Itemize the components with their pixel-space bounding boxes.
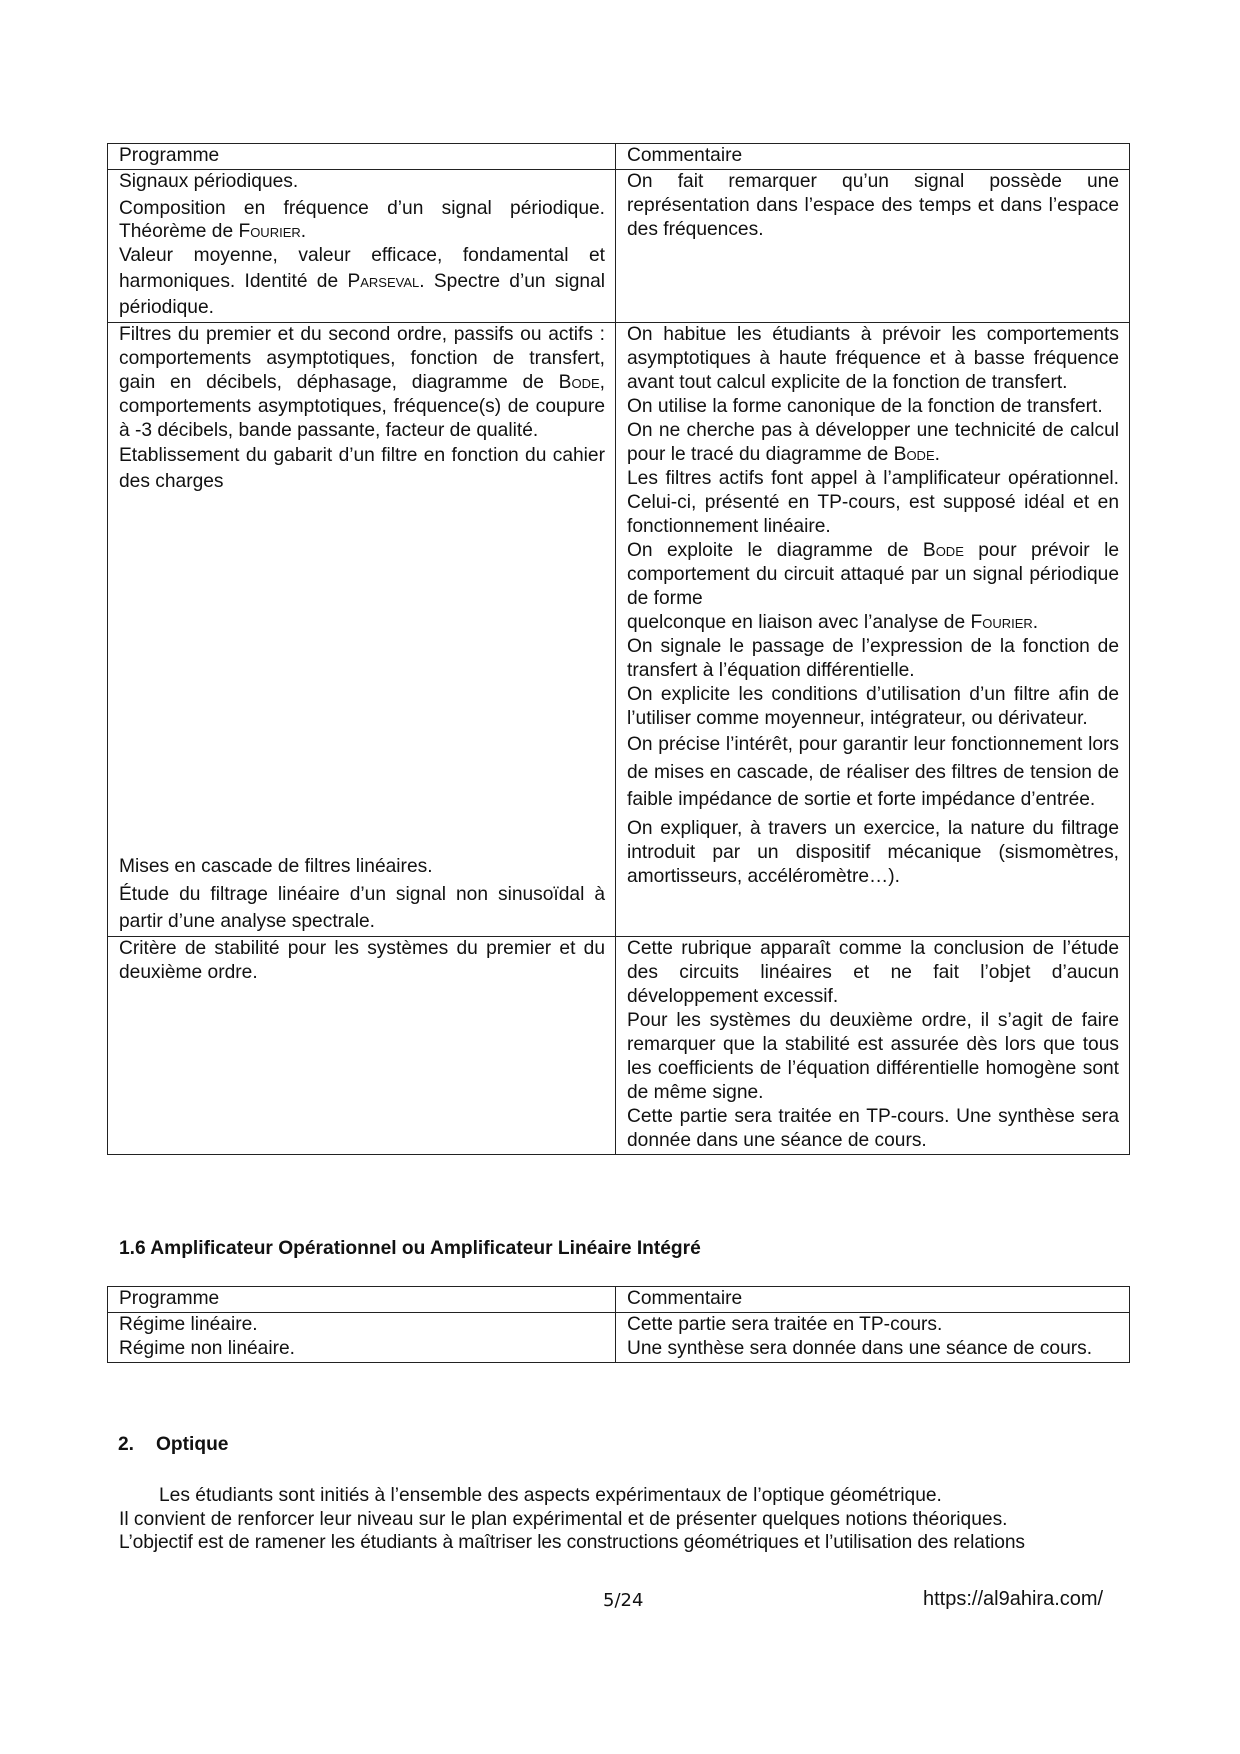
- comment-text: On utilise la forme canonique de la fonction de transfert.: [627, 396, 1103, 417]
- comment-cell: [616, 323, 1130, 937]
- paragraph: Il convient de renforcer leur niveau sur le plan expérimental et de présenter quelques notions théoriques.: [119, 1508, 1008, 1530]
- table-row: [108, 323, 1130, 937]
- program-cell: [108, 1313, 616, 1363]
- table-row: [108, 170, 1130, 323]
- program-text: Mises en cascade de filtres linéaires.: [119, 856, 433, 877]
- cell-spacer: [119, 495, 605, 853]
- comment-text: On précise l’intérêt, pour garantir leur fonctionnement lors de mises en cascade, de réaliser des filtres de tension de faible impédance de sortie et forte impédance d’entrée.: [627, 734, 1119, 810]
- comment-text: On fait remarquer qu’un signal possède une représentation dans l’espace des temps et dans l’espace des fréquences.: [627, 171, 1119, 240]
- comment-text: Cette partie sera traitée en TP-cours. Une synthèse sera donnée dans une séance de cours.: [627, 1106, 1119, 1151]
- table-header-row: [108, 144, 1130, 170]
- section-heading-optique: Optique: [156, 1434, 229, 1455]
- table-row: [108, 937, 1130, 1155]
- comment-text: Cette partie sera traitée en TP-cours.: [627, 1314, 943, 1335]
- program-text: Régime non linéaire.: [119, 1338, 295, 1359]
- page-number: 5/24: [603, 1590, 644, 1611]
- paragraph: Les étudiants sont initiés à l’ensemble des aspects expérimentaux de l’optique géométrique.: [159, 1485, 942, 1506]
- paragraph: L’objectif est de ramener les étudiants à maîtriser les constructions géométriques et l’utilisation des relations: [119, 1532, 1025, 1553]
- comment-text: On ne cherche pas à développer une technicité de calcul pour le tracé du diagramme de Bode.: [627, 420, 1119, 465]
- comment-text: On explicite les conditions d’utilisation d’un filtre afin de l’utiliser comme moyenneur, intégrateur, ou dérivateur.: [627, 684, 1119, 729]
- comment-cell: [616, 1313, 1130, 1363]
- header-program: Programme: [108, 144, 616, 170]
- program-cell: [108, 170, 616, 323]
- program-cell: [108, 937, 616, 1155]
- comment-text: On expliquer, à travers un exercice, la nature du filtrage introduit par un dispositif mécanique (sismomètres, amortisseurs, accéléromètre…).: [627, 817, 1119, 887]
- comment-text: quelconque en liaison avec l’analyse de Fourier.: [627, 612, 1039, 633]
- section-heading-1-6: 1.6 Amplificateur Opérationnel ou Amplificateur Linéaire Intégré: [119, 1238, 701, 1259]
- comment-cell: [616, 937, 1130, 1155]
- comment-text: On habitue les étudiants à prévoir les comportements asymptotiques à haute fréquence et à basse fréquence avant tout calcul explicite de la fonction de transfert.: [627, 324, 1119, 393]
- table-row: [108, 1313, 1130, 1363]
- comment-text: Cette rubrique apparaît comme la conclusion de l’étude des circuits linéaires et ne fait l’objet d’aucun développement excessif.: [627, 938, 1119, 1007]
- program-table-amplifier: [107, 1286, 1130, 1363]
- program-text: Filtres du premier et du second ordre, passifs ou actifs : comportements asymptotiques, fonction de transfert, gain en décibels, déphasage, diagramme de Bode, comportements asymptotiques, fréquence(s) de coupure à -3 décibels, bande passante, facteur de qualité.: [119, 324, 605, 441]
- comment-text: On signale le passage de l’expression de la fonction de transfert à l’équation différentielle.: [627, 636, 1119, 681]
- program-text: Critère de stabilité pour les systèmes du premier et du deuxième ordre.: [119, 938, 605, 983]
- program-text: Étude du filtrage linéaire d’un signal non sinusoïdal à partir d’une analyse spectrale.: [119, 884, 605, 932]
- program-text: Signaux périodiques.: [119, 171, 299, 192]
- comment-cell: [616, 170, 1130, 323]
- header-comment: Commentaire: [616, 1287, 1130, 1313]
- program-text: Composition en fréquence d’un signal périodique. Théorème de Fourier.: [119, 198, 605, 242]
- comment-text: Les filtres actifs font appel à l’amplificateur opérationnel. Celui-ci, présenté en TP-cours, est supposé idéal et en fonctionnement linéaire.: [627, 468, 1119, 537]
- program-cell: [108, 323, 616, 937]
- program-text: Régime linéaire.: [119, 1314, 258, 1335]
- program-table-filters: [107, 143, 1130, 1155]
- header-program: Programme: [108, 1287, 616, 1313]
- header-comment: Commentaire: [616, 144, 1130, 170]
- footer-url-link[interactable]: https://al9ahira.com/: [923, 1588, 1104, 1610]
- program-text: Valeur moyenne, valeur efficace, fondamental et harmoniques. Identité de Parseval. Spectre d’un signal périodique.: [119, 245, 605, 318]
- program-text: Etablissement du gabarit d’un filtre en fonction du cahier des charges: [119, 445, 605, 492]
- section-number-2: 2.: [118, 1434, 135, 1455]
- comment-text: Pour les systèmes du deuxième ordre, il s’agit de faire remarquer que la stabilité est assurée dès lors que tous les coefficients de l’équation différentielle homogène sont de même signe.: [627, 1010, 1119, 1103]
- optique-intro: [119, 1484, 1129, 1555]
- table-header-row: [108, 1287, 1130, 1313]
- comment-text: On exploite le diagramme de Bode pour prévoir le comportement du circuit attaqué par un signal périodique de forme: [627, 540, 1120, 609]
- comment-text: Une synthèse sera donnée dans une séance de cours.: [627, 1338, 1093, 1359]
